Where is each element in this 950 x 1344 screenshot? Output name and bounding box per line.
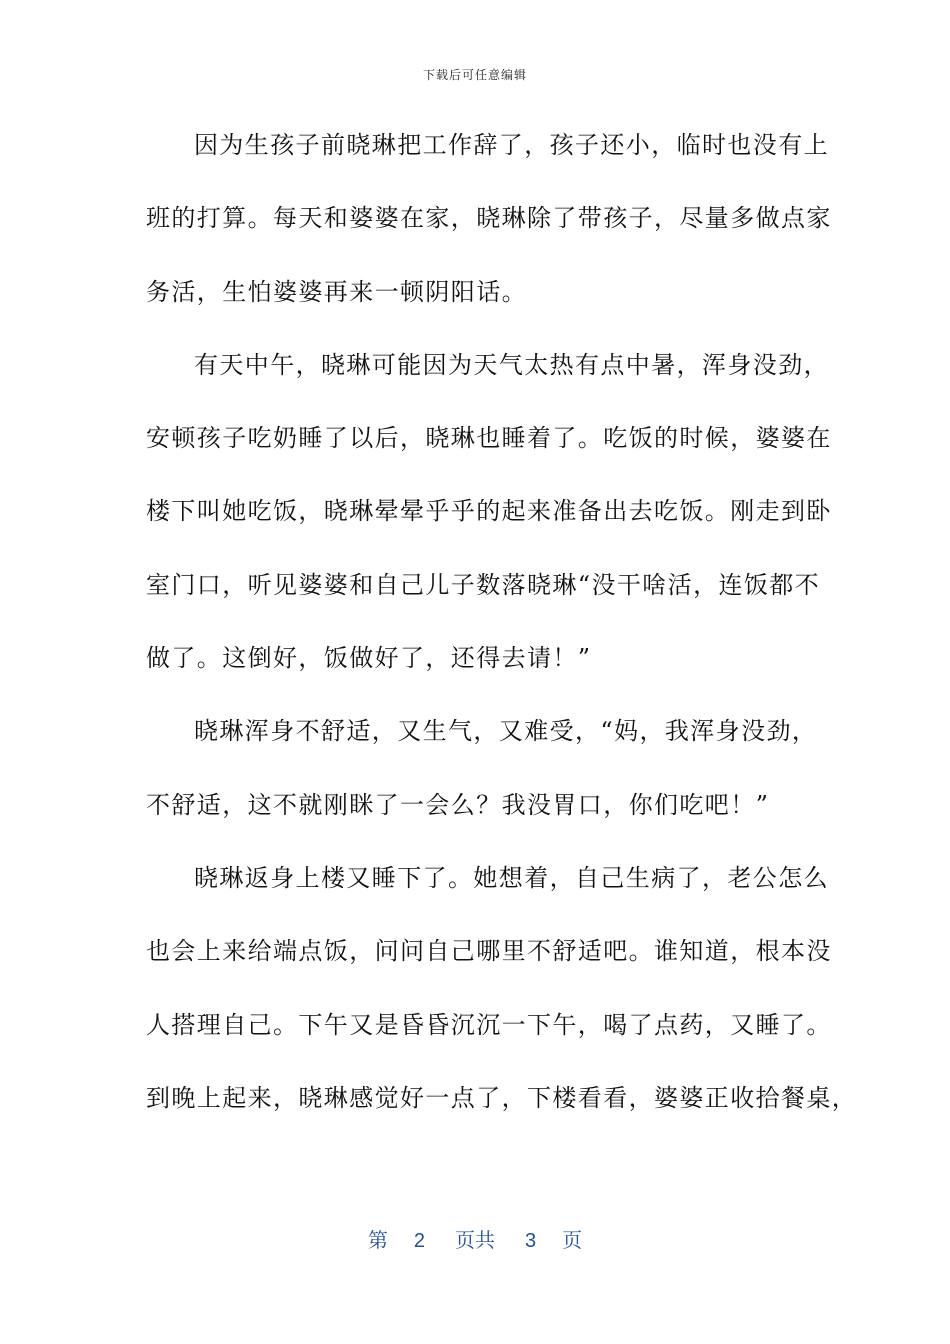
text-line: 室门口，听见婆婆和自己儿子数落晓琳“没干啥活，连饭都不 (146, 570, 821, 599)
text-line: 晓琳浑身不舒适，又生气，又难受，“妈，我浑身没劲， (194, 717, 818, 746)
total-pages-number: 3 (525, 1230, 537, 1252)
text-line: 人搭理自己。下午又是昏昏沉沉一下午，喝了点药，又睡了。 (146, 1010, 832, 1039)
text-line: 安顿孩子吃奶睡了以后，晓琳也睡着了。吃饭的时候，婆婆在 (146, 424, 832, 453)
text-line: 有天中午，晓琳可能因为天气太热有点中暑，浑身没劲， (194, 350, 829, 379)
text-line: 班的打算。每天和婆婆在家，晓琳除了带孩子，尽量多做点家 (146, 204, 832, 233)
page-header: 下载后可任意编辑 (422, 68, 527, 82)
text-line: 也会上来给端点饭，问问自己哪里不舒适吧。谁知道，根本没 (146, 937, 832, 966)
page-footer (0, 1224, 950, 1253)
footer-middle: 页共 (455, 1230, 495, 1252)
text-line: 到晚上起来，晓琳感觉好一点了，下楼看看，婆婆正收拾餐桌， (146, 1083, 858, 1112)
footer-prefix: 第 (367, 1230, 388, 1252)
document-body (146, 113, 858, 1139)
text-line: 不舒适，这不就刚眯了一会么？我没胃口，你们吃吧！” (146, 790, 770, 819)
footer-suffix: 页 (562, 1230, 583, 1252)
text-line: 晓琳返身上楼又睡下了。她想着，自己生病了，老公怎么 (194, 863, 829, 892)
current-page-number: 2 (413, 1230, 425, 1252)
text-line: 做了。这倒好，饭做好了，还得去请！” (146, 644, 592, 673)
text-line: 务活，生怕婆婆再来一顿阴阳话。 (146, 277, 527, 306)
text-line: 因为生孩子前晓琳把工作辞了，孩子还小，临时也没有上 (194, 131, 829, 159)
text-line: 楼下叫她吃饭，晓琳晕晕乎乎的起来准备出去吃饭。刚走到卧 (146, 497, 832, 526)
